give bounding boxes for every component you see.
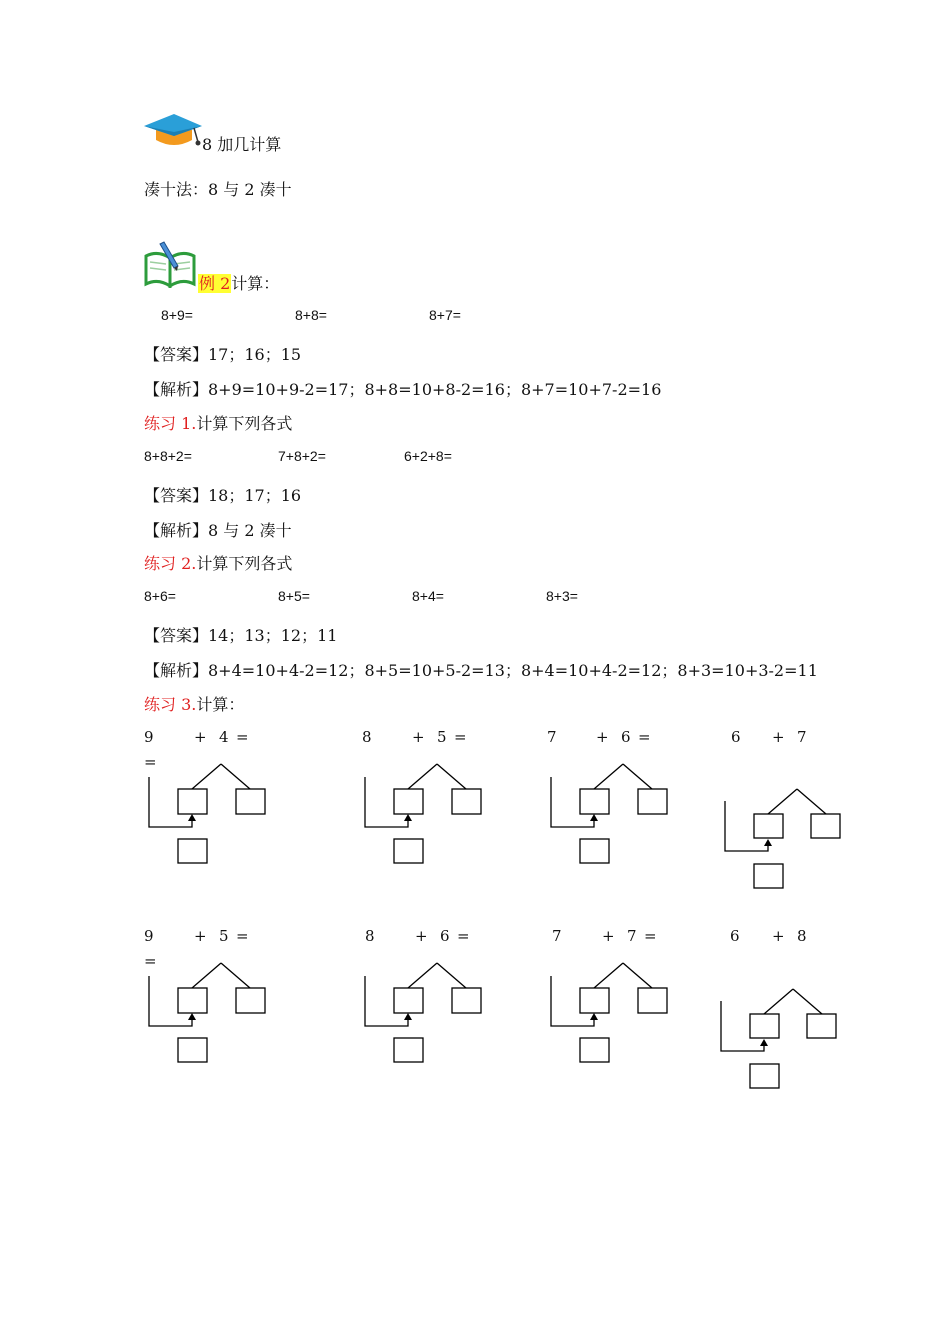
make-ten-problem [546, 728, 716, 898]
equals-sign: = [457, 927, 470, 945]
exercise2-title: 计算下列各式 [196, 554, 293, 573]
addend-a: 6 [731, 728, 741, 746]
make-ten-problem [546, 927, 716, 1097]
addend-b: 5 [437, 728, 447, 746]
decomposition-diagram [360, 728, 530, 898]
exercise1-heading [144, 411, 292, 434]
exercise3-heading [144, 692, 244, 715]
answer-box[interactable] [394, 789, 423, 814]
answer-box[interactable] [236, 789, 265, 814]
make-ten-problem [718, 927, 888, 1097]
exercise2-answer: 【答案】14；13；12；11 [144, 626, 338, 645]
example-q3: 8+7= [429, 307, 461, 323]
answer-box[interactable] [580, 1038, 609, 1062]
exercise2-label: 练习 2. [144, 554, 197, 573]
plus-sign: + [596, 728, 609, 746]
exercise2-q1: 8+6= [144, 588, 176, 604]
addend-b: 8 [797, 927, 807, 945]
exercise2-analysis: 【解析】8+4=10+4-2=12；8+5=10+5-2=13；8+4=10+4-2=12；8+3=10+3-2=11 [144, 661, 818, 680]
addend-a: 9 [144, 728, 154, 746]
answer-box[interactable] [750, 1014, 779, 1038]
section-title: 8 加几计算 [202, 135, 282, 154]
decomposition-diagram [360, 927, 530, 1097]
equals-sign: = [454, 728, 467, 746]
exercise1-analysis: 【解析】8 与 2 凑十 [144, 521, 292, 540]
decomposition-diagram [144, 728, 314, 898]
make-ten-problem [144, 927, 314, 1097]
answer-box[interactable] [178, 789, 207, 814]
exercise3-title: 计算： [196, 695, 245, 714]
answer-box[interactable] [178, 1038, 207, 1062]
addend-b: 7 [797, 728, 807, 746]
decomposition-diagram [718, 927, 888, 1097]
method-text: 凑十法：8 与 2 凑十 [144, 180, 292, 199]
answer-box[interactable] [178, 988, 207, 1013]
plus-sign: + [194, 927, 207, 945]
plus-sign: + [194, 728, 207, 746]
answer-box[interactable] [394, 839, 423, 863]
exercise1-q1: 8+8+2= [144, 448, 192, 464]
addend-a: 7 [547, 728, 557, 746]
exercise2-heading [144, 551, 292, 574]
addend-a: 6 [730, 927, 740, 945]
answer-box[interactable] [178, 839, 207, 863]
answer-box[interactable] [394, 1038, 423, 1062]
equals-sign-wrap: = [144, 753, 157, 771]
addend-b: 4 [219, 728, 229, 746]
addend-b: 6 [440, 927, 450, 945]
answer-box[interactable] [580, 839, 609, 863]
plus-sign: + [772, 728, 785, 746]
example-answer: 【答案】17；16；15 [144, 345, 302, 364]
example-heading [198, 271, 279, 294]
make-ten-problem [360, 927, 530, 1097]
exercise1-title: 计算下列各式 [196, 414, 293, 433]
exercise1-q3: 6+2+8= [404, 448, 452, 464]
equals-sign: = [638, 728, 651, 746]
answer-box[interactable] [754, 864, 783, 888]
decomposition-diagram [546, 728, 716, 898]
make-ten-problem [722, 728, 892, 898]
answer-box[interactable] [236, 988, 265, 1013]
book-pencil-icon [144, 240, 198, 292]
make-ten-problem [360, 728, 530, 898]
equals-sign: = [236, 927, 249, 945]
answer-box[interactable] [452, 789, 481, 814]
equals-sign: = [644, 927, 657, 945]
answer-box[interactable] [811, 814, 840, 838]
plus-sign: + [602, 927, 615, 945]
example-label: 例 2 [199, 274, 231, 293]
example-q1: 8+9= [161, 307, 193, 323]
exercise2-q2: 8+5= [278, 588, 310, 604]
addend-b: 7 [627, 927, 637, 945]
answer-box[interactable] [807, 1014, 836, 1038]
exercise2-q4: 8+3= [546, 588, 578, 604]
addend-a: 8 [365, 927, 375, 945]
exercise3-label: 练习 3. [144, 695, 197, 714]
addend-b: 6 [621, 728, 631, 746]
exercise2-q3: 8+4= [412, 588, 444, 604]
answer-box[interactable] [580, 988, 609, 1013]
plus-sign: + [415, 927, 428, 945]
exercise1-q2: 7+8+2= [278, 448, 326, 464]
addend-a: 8 [362, 728, 372, 746]
plus-sign: + [412, 728, 425, 746]
answer-box[interactable] [638, 988, 667, 1013]
decomposition-diagram [144, 927, 314, 1097]
exercise1-answer: 【答案】18；17；16 [144, 486, 302, 505]
decomposition-diagram [546, 927, 716, 1097]
addend-a: 9 [144, 927, 154, 945]
answer-box[interactable] [638, 789, 667, 814]
graduation-cap-icon [144, 112, 204, 154]
addend-b: 5 [219, 927, 229, 945]
answer-box[interactable] [754, 814, 783, 838]
example-suffix: 计算： [231, 274, 280, 293]
example-analysis: 【解析】8+9=10+9-2=17；8+8=10+8-2=16；8+7=10+7-2=16 [144, 380, 662, 399]
equals-sign-wrap: = [144, 952, 157, 970]
example-q2: 8+8= [295, 307, 327, 323]
exercise1-label: 练习 1. [144, 414, 197, 433]
make-ten-problem [144, 728, 314, 898]
answer-box[interactable] [394, 988, 423, 1013]
equals-sign: = [236, 728, 249, 746]
decomposition-diagram [722, 728, 892, 898]
addend-a: 7 [552, 927, 562, 945]
answer-box[interactable] [580, 789, 609, 814]
answer-box[interactable] [750, 1064, 779, 1088]
answer-box[interactable] [452, 988, 481, 1013]
plus-sign: + [772, 927, 785, 945]
